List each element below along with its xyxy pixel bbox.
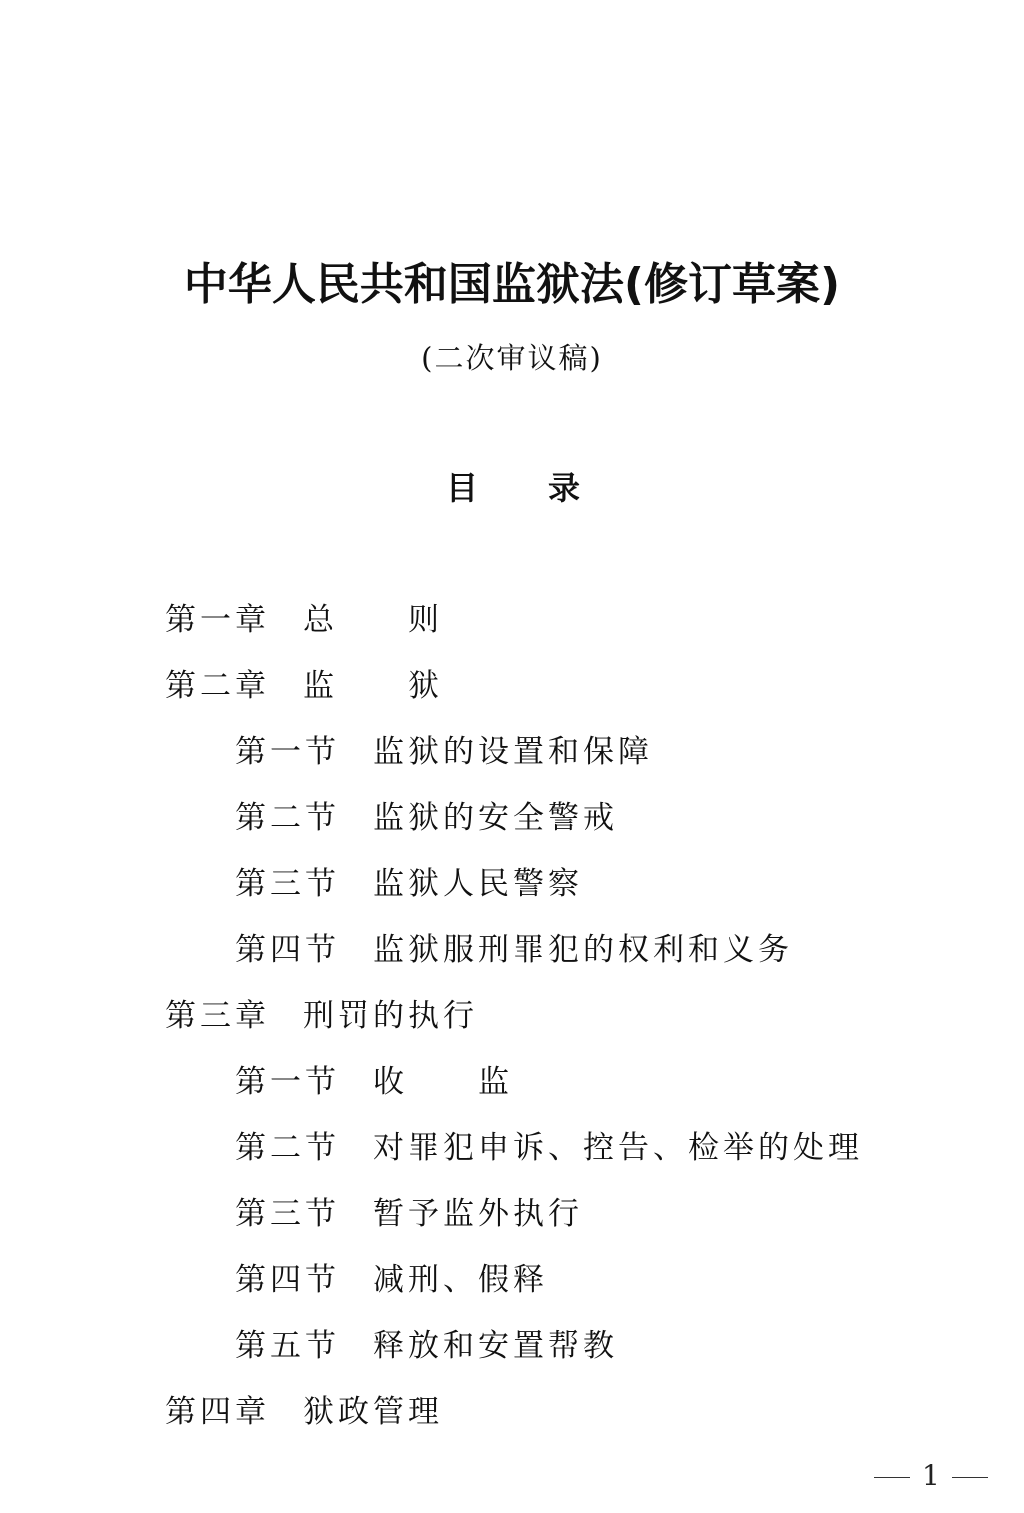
toc-entry-title: 收 监 xyxy=(373,1064,513,1100)
toc-entry-title: 监狱的设置和保障 xyxy=(373,734,653,770)
document-title: 中华人民共和国监狱法(修订草案) xyxy=(183,259,841,310)
toc-entry-title: 监狱的安全警戒 xyxy=(373,800,618,836)
toc-entry-number: 第一章 xyxy=(165,602,270,638)
toc-entry-number: 第一节 xyxy=(235,734,340,770)
toc-entry-number: 第一节 xyxy=(235,1064,340,1100)
toc-entry-number: 第四节 xyxy=(235,932,340,968)
toc-entry-number: 第三节 xyxy=(235,866,340,902)
toc-entry-number: 第二节 xyxy=(235,800,340,836)
toc-entry-title: 狱政管理 xyxy=(303,1394,443,1430)
toc-entry-number: 第二章 xyxy=(165,668,270,704)
page-number-value: 1 xyxy=(922,1459,940,1492)
toc-heading-char-1: 目 xyxy=(446,469,479,507)
toc-entry-title: 暂予监外执行 xyxy=(373,1196,583,1232)
toc-heading-char-2: 录 xyxy=(548,469,581,507)
toc-entry-title: 对罪犯申诉、控告、检举的处理 xyxy=(373,1130,863,1166)
toc-entry-title: 监狱服刑罪犯的权利和义务 xyxy=(373,932,793,968)
toc-entry-title: 总 则 xyxy=(303,602,443,638)
toc-entry-title: 释放和安置帮教 xyxy=(373,1328,618,1364)
toc-entry-title: 监 狱 xyxy=(303,668,443,704)
page-number-dash-right xyxy=(952,1477,988,1478)
toc-entry-number: 第五节 xyxy=(235,1328,340,1364)
page-number-dash-left xyxy=(874,1477,910,1478)
toc-entry-number: 第三节 xyxy=(235,1196,340,1232)
document-subtitle: (二次审议稿) xyxy=(421,341,603,375)
toc-entry-title: 减刑、假释 xyxy=(373,1262,548,1298)
toc-entry-number: 第三章 xyxy=(165,998,270,1034)
toc-entry-number: 第四节 xyxy=(235,1262,340,1298)
toc-entry-title: 刑罚的执行 xyxy=(303,998,478,1034)
toc-entry-title: 监狱人民警察 xyxy=(373,866,583,902)
toc-entry-number: 第二节 xyxy=(235,1130,340,1166)
toc-entry-number: 第四章 xyxy=(165,1394,270,1430)
page-number xyxy=(862,1454,992,1498)
